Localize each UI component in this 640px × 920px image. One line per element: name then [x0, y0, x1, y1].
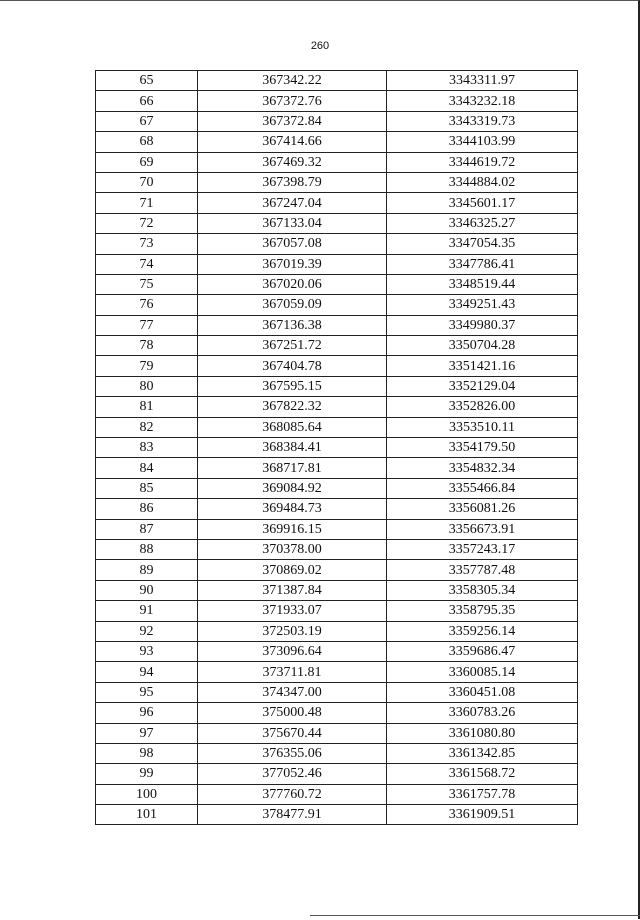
x-coordinate-cell: 369916.15: [198, 519, 387, 539]
point-number-cell: 85: [96, 478, 198, 498]
table-row: [96, 601, 578, 621]
table-row: [96, 91, 578, 111]
x-coordinate-cell: 370869.02: [198, 560, 387, 580]
y-coordinate-cell: 3350704.28: [387, 336, 578, 356]
point-number-cell: 66: [96, 91, 198, 111]
y-coordinate-cell: 3351421.16: [387, 356, 578, 376]
x-coordinate-cell: 367251.72: [198, 336, 387, 356]
y-coordinate-cell: 3358305.34: [387, 580, 578, 600]
y-coordinate-cell: 3359256.14: [387, 621, 578, 641]
table-row: [96, 764, 578, 784]
x-coordinate-cell: 367059.09: [198, 295, 387, 315]
point-number-cell: 95: [96, 682, 198, 702]
point-number-cell: 84: [96, 458, 198, 478]
x-coordinate-cell: 378477.91: [198, 805, 387, 825]
table-row: [96, 295, 578, 315]
y-coordinate-cell: 3356673.91: [387, 519, 578, 539]
y-coordinate-cell: 3344884.02: [387, 172, 578, 192]
y-coordinate-cell: 3346325.27: [387, 213, 578, 233]
point-number-cell: 87: [96, 519, 198, 539]
table-row: [96, 274, 578, 294]
table-row: [96, 315, 578, 335]
table-row: [96, 438, 578, 458]
point-number-cell: 71: [96, 193, 198, 213]
table-row: [96, 458, 578, 478]
table-row: [96, 213, 578, 233]
point-number-cell: 72: [96, 213, 198, 233]
point-number-cell: 90: [96, 580, 198, 600]
point-number-cell: 86: [96, 499, 198, 519]
point-number-cell: 96: [96, 703, 198, 723]
point-number-cell: 92: [96, 621, 198, 641]
bottom-edge-line: [310, 915, 640, 916]
x-coordinate-cell: 371387.84: [198, 580, 387, 600]
x-coordinate-cell: 376355.06: [198, 743, 387, 763]
point-number-cell: 67: [96, 111, 198, 131]
table-row: [96, 580, 578, 600]
y-coordinate-cell: 3361342.85: [387, 743, 578, 763]
y-coordinate-cell: 3349251.43: [387, 295, 578, 315]
y-coordinate-cell: 3355466.84: [387, 478, 578, 498]
y-coordinate-cell: 3353510.11: [387, 417, 578, 437]
table-row: [96, 376, 578, 396]
y-coordinate-cell: 3344619.72: [387, 152, 578, 172]
y-coordinate-cell: 3359686.47: [387, 641, 578, 661]
point-number-cell: 78: [96, 336, 198, 356]
y-coordinate-cell: 3361568.72: [387, 764, 578, 784]
x-coordinate-cell: 368085.64: [198, 417, 387, 437]
x-coordinate-cell: 367247.04: [198, 193, 387, 213]
y-coordinate-cell: 3361757.78: [387, 784, 578, 804]
x-coordinate-cell: 367414.66: [198, 132, 387, 152]
x-coordinate-cell: 375000.48: [198, 703, 387, 723]
table-row: [96, 254, 578, 274]
x-coordinate-cell: 371933.07: [198, 601, 387, 621]
table-row: [96, 336, 578, 356]
x-coordinate-cell: 369084.92: [198, 478, 387, 498]
point-number-cell: 68: [96, 132, 198, 152]
y-coordinate-cell: 3345601.17: [387, 193, 578, 213]
table-row: [96, 723, 578, 743]
point-number-cell: 99: [96, 764, 198, 784]
x-coordinate-cell: 373711.81: [198, 662, 387, 682]
x-coordinate-cell: 367342.22: [198, 71, 387, 91]
point-number-cell: 80: [96, 376, 198, 396]
table-row: [96, 132, 578, 152]
table-row: [96, 560, 578, 580]
table-row: [96, 805, 578, 825]
table-row: [96, 743, 578, 763]
table-row: [96, 539, 578, 559]
table-row: [96, 152, 578, 172]
point-number-cell: 70: [96, 172, 198, 192]
table-row: [96, 71, 578, 91]
x-coordinate-cell: 367019.39: [198, 254, 387, 274]
table-row: [96, 397, 578, 417]
x-coordinate-cell: 367136.38: [198, 315, 387, 335]
y-coordinate-cell: 3360451.08: [387, 682, 578, 702]
table-row: [96, 519, 578, 539]
y-coordinate-cell: 3358795.35: [387, 601, 578, 621]
point-number-cell: 93: [96, 641, 198, 661]
point-number-cell: 77: [96, 315, 198, 335]
point-number-cell: 69: [96, 152, 198, 172]
y-coordinate-cell: 3343232.18: [387, 91, 578, 111]
x-coordinate-cell: 373096.64: [198, 641, 387, 661]
point-number-cell: 65: [96, 71, 198, 91]
point-number-cell: 82: [96, 417, 198, 437]
y-coordinate-cell: 3344103.99: [387, 132, 578, 152]
point-number-cell: 98: [96, 743, 198, 763]
x-coordinate-cell: 367404.78: [198, 356, 387, 376]
x-coordinate-cell: 369484.73: [198, 499, 387, 519]
x-coordinate-cell: 377052.46: [198, 764, 387, 784]
table-row: [96, 111, 578, 131]
x-coordinate-cell: 367020.06: [198, 274, 387, 294]
x-coordinate-cell: 367469.32: [198, 152, 387, 172]
point-number-cell: 73: [96, 234, 198, 254]
table-row: [96, 417, 578, 437]
y-coordinate-cell: 3356081.26: [387, 499, 578, 519]
point-number-cell: 94: [96, 662, 198, 682]
x-coordinate-cell: 367133.04: [198, 213, 387, 233]
table-row: [96, 621, 578, 641]
y-coordinate-cell: 3343319.73: [387, 111, 578, 131]
table-row: [96, 662, 578, 682]
point-number-cell: 79: [96, 356, 198, 376]
table-row: [96, 703, 578, 723]
x-coordinate-cell: 367398.79: [198, 172, 387, 192]
y-coordinate-cell: 3354832.34: [387, 458, 578, 478]
point-number-cell: 91: [96, 601, 198, 621]
table-row: [96, 356, 578, 376]
x-coordinate-cell: 377760.72: [198, 784, 387, 804]
table-body: [96, 71, 578, 825]
y-coordinate-cell: 3360085.14: [387, 662, 578, 682]
table-row: [96, 234, 578, 254]
y-coordinate-cell: 3343311.97: [387, 71, 578, 91]
point-number-cell: 88: [96, 539, 198, 559]
point-number-cell: 76: [96, 295, 198, 315]
point-number-cell: 101: [96, 805, 198, 825]
coordinates-table: [95, 70, 578, 825]
x-coordinate-cell: 367372.84: [198, 111, 387, 131]
x-coordinate-cell: 367822.32: [198, 397, 387, 417]
y-coordinate-cell: 3354179.50: [387, 438, 578, 458]
y-coordinate-cell: 3361080.80: [387, 723, 578, 743]
point-number-cell: 83: [96, 438, 198, 458]
table-row: [96, 499, 578, 519]
y-coordinate-cell: 3361909.51: [387, 805, 578, 825]
x-coordinate-cell: 367372.76: [198, 91, 387, 111]
table-row: [96, 478, 578, 498]
y-coordinate-cell: 3349980.37: [387, 315, 578, 335]
y-coordinate-cell: 3360783.26: [387, 703, 578, 723]
point-number-cell: 97: [96, 723, 198, 743]
point-number-cell: 100: [96, 784, 198, 804]
y-coordinate-cell: 3357787.48: [387, 560, 578, 580]
table-row: [96, 172, 578, 192]
table-row: [96, 682, 578, 702]
table-row: [96, 641, 578, 661]
x-coordinate-cell: 372503.19: [198, 621, 387, 641]
x-coordinate-cell: 367595.15: [198, 376, 387, 396]
point-number-cell: 81: [96, 397, 198, 417]
y-coordinate-cell: 3347786.41: [387, 254, 578, 274]
point-number-cell: 89: [96, 560, 198, 580]
point-number-cell: 75: [96, 274, 198, 294]
table-row: [96, 193, 578, 213]
x-coordinate-cell: 370378.00: [198, 539, 387, 559]
y-coordinate-cell: 3347054.35: [387, 234, 578, 254]
x-coordinate-cell: 368384.41: [198, 438, 387, 458]
y-coordinate-cell: 3348519.44: [387, 274, 578, 294]
x-coordinate-cell: 367057.08: [198, 234, 387, 254]
page-number: 260: [310, 40, 330, 52]
y-coordinate-cell: 3357243.17: [387, 539, 578, 559]
x-coordinate-cell: 374347.00: [198, 682, 387, 702]
x-coordinate-cell: 368717.81: [198, 458, 387, 478]
y-coordinate-cell: 3352826.00: [387, 397, 578, 417]
point-number-cell: 74: [96, 254, 198, 274]
y-coordinate-cell: 3352129.04: [387, 376, 578, 396]
x-coordinate-cell: 375670.44: [198, 723, 387, 743]
table-row: [96, 784, 578, 804]
